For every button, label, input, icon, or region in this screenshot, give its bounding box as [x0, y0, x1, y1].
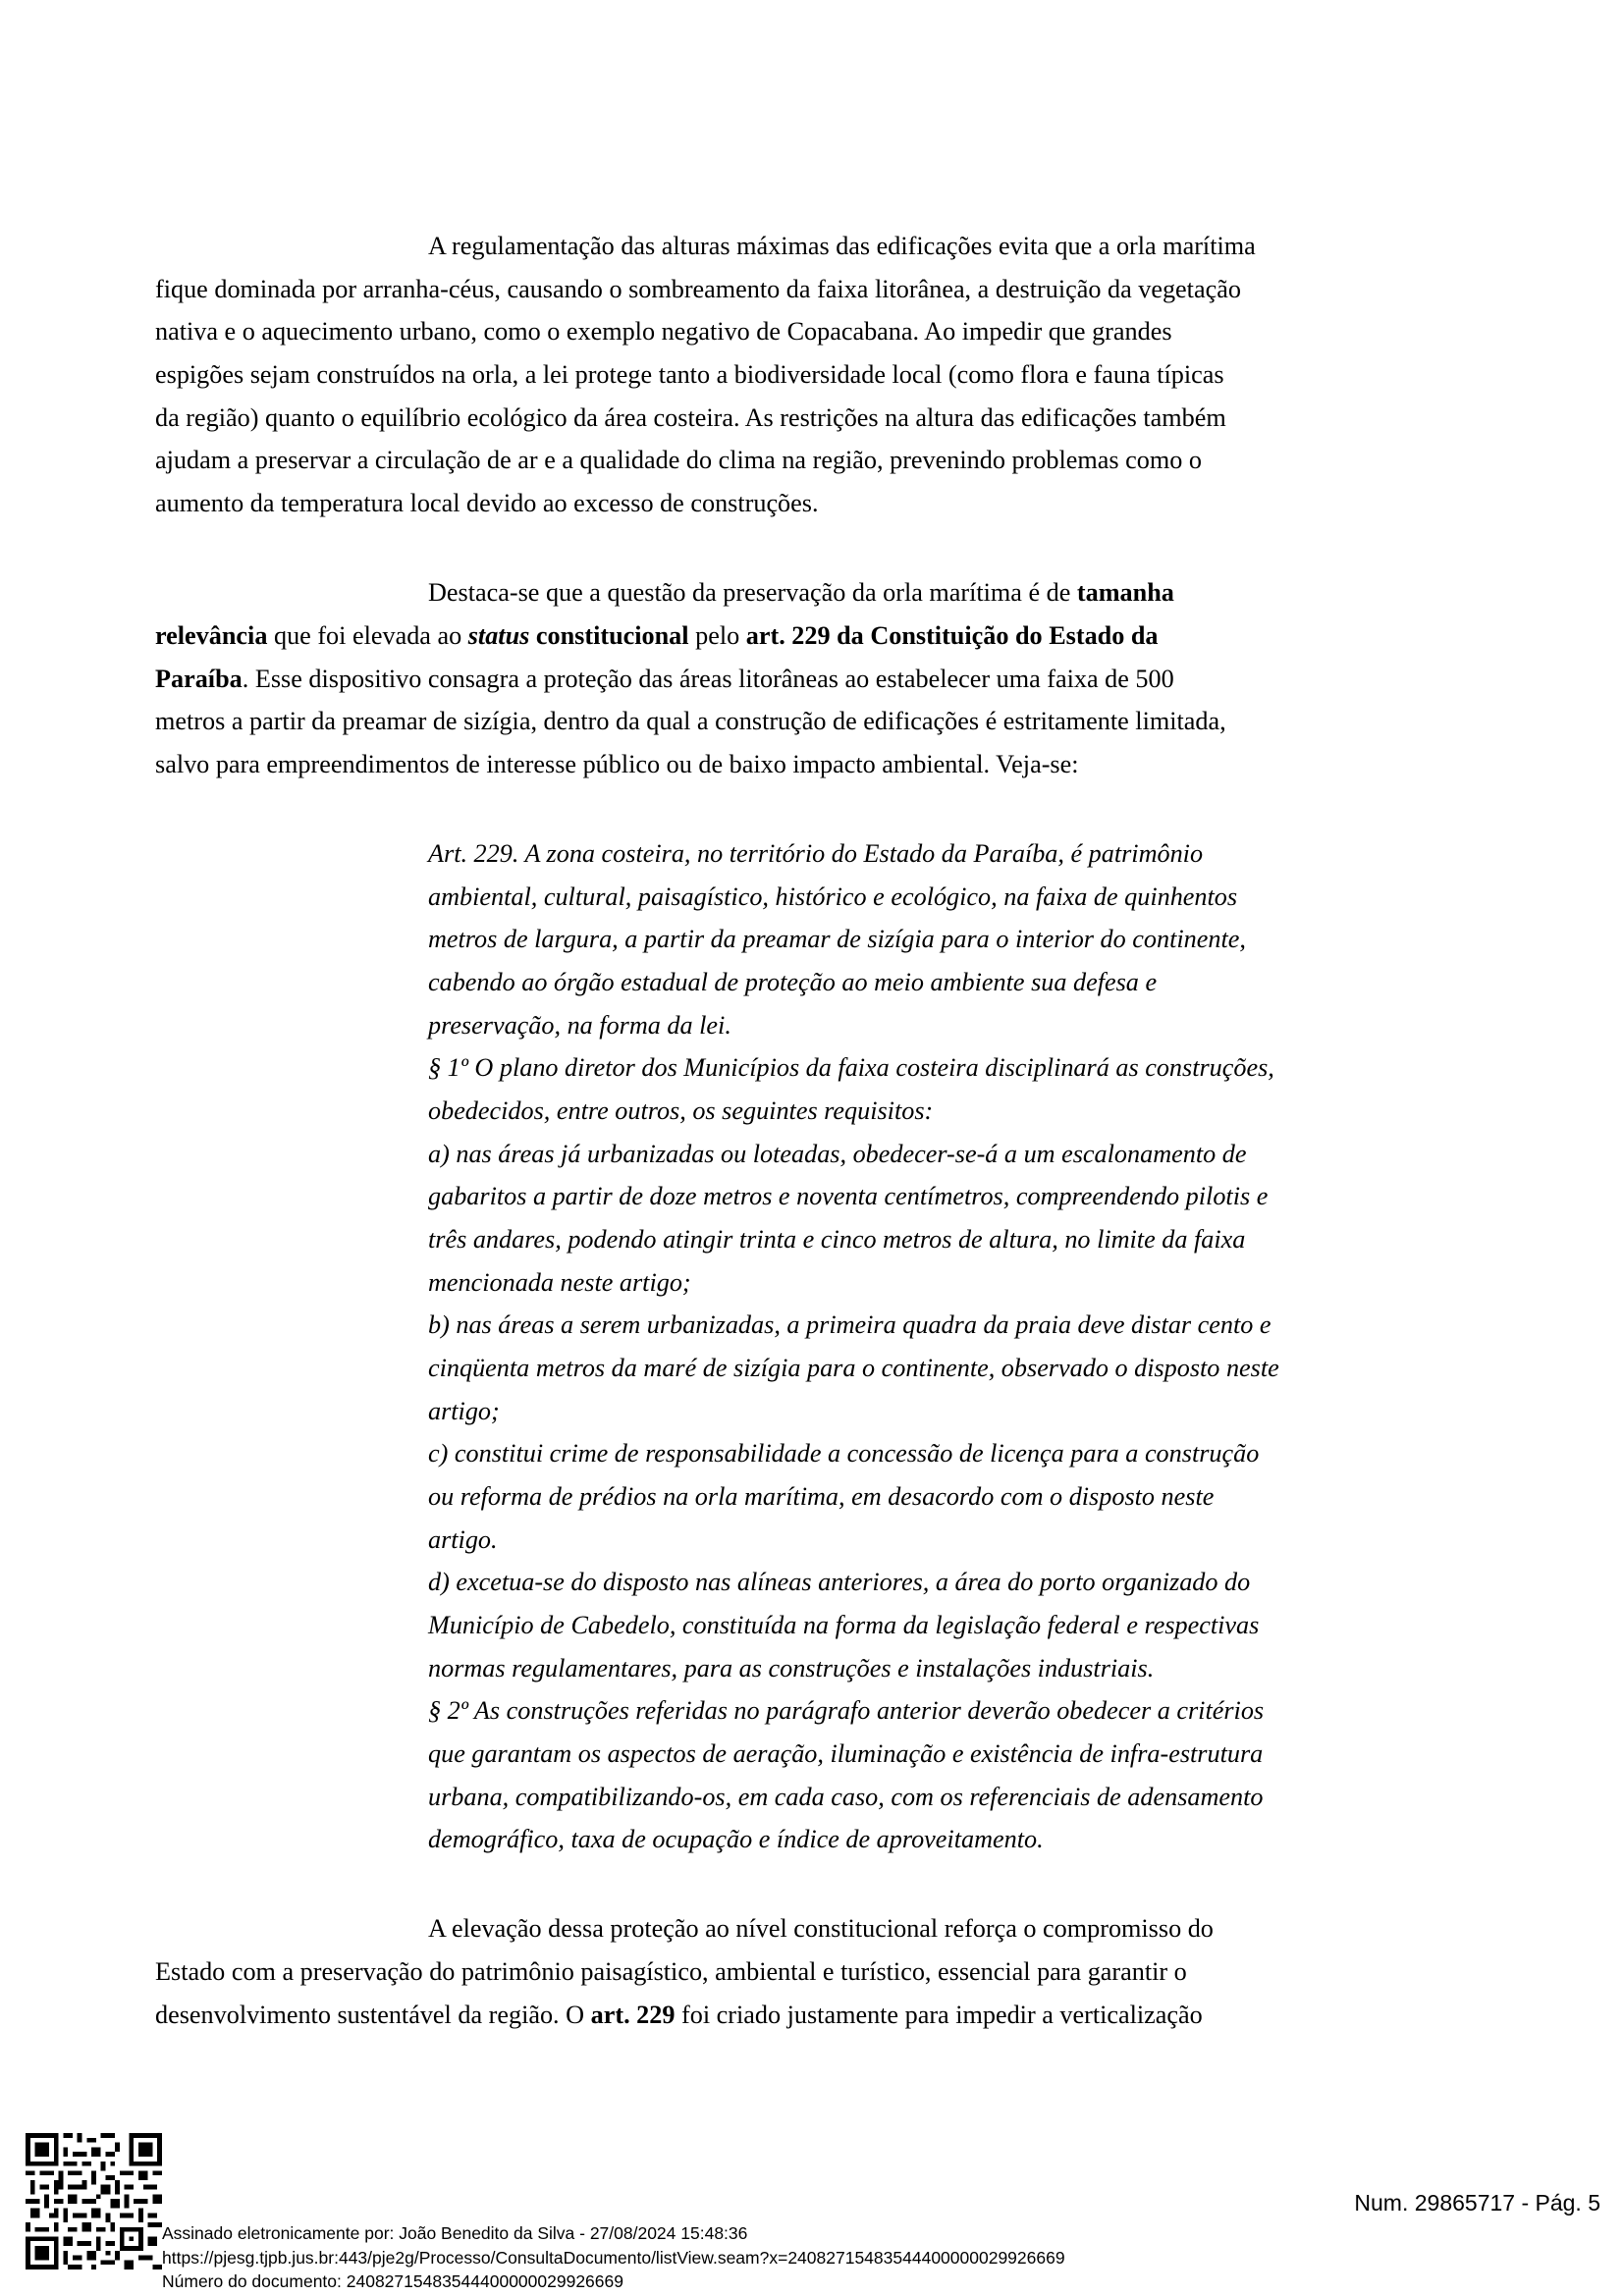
document-number: Número do documento: 24082715483544400000029926669: [162, 2271, 623, 2291]
qr-code-icon: [26, 2133, 162, 2269]
bold-text: constitucional: [535, 621, 689, 650]
paragraph-line: [428, 578, 1174, 608]
text: foi criado justamente para impedir a verticalização: [675, 2001, 1203, 2029]
paragraph-line: fique dominada por arranha-céus, causando o sombreamento da faixa litorânea, a destruição da vegetação: [155, 275, 1241, 303]
paragraph-line: ajudam a preservar a circulação de ar e a qualidade do clima na região, prevenindo problemas como o: [155, 446, 1202, 474]
bold-text: art. 229: [590, 2001, 676, 2029]
bold-text: tamanha: [1076, 578, 1174, 607]
quote-line: § 1º O plano diretor dos Municípios da faixa costeira disciplinará as construções,: [428, 1053, 1274, 1082]
paragraph-line: [155, 665, 1174, 694]
quote-line: b) nas áreas a serem urbanizadas, a primeira quadra da praia deve distar cento e: [428, 1310, 1271, 1339]
quote-line: normas regulamentares, para as construções e instalações industriais.: [428, 1654, 1155, 1682]
quote-line: gabaritos a partir de doze metros e noventa centímetros, compreendendo pilotis e: [428, 1182, 1269, 1210]
paragraph-line: aumento da temperatura local devido ao excesso de construções.: [155, 489, 819, 517]
quote-line: Município de Cabedelo, constituída na forma da legislação federal e respectivas: [428, 1611, 1260, 1639]
paragraph-line: A regulamentação das alturas máximas das edificações evita que a orla marítima: [428, 232, 1256, 260]
paragraph-line: A elevação dessa proteção ao nível constitucional reforça o compromisso do: [428, 1914, 1214, 1943]
quote-line: ou reforma de prédios na orla marítima, em desacordo com o disposto neste: [428, 1482, 1215, 1511]
quote-line: que garantam os aspectos de aeração, iluminação e existência de infra-estrutura: [428, 1739, 1264, 1768]
quote-line: a) nas áreas já urbanizadas ou loteadas, obedecer-se-á a um escalonamento de: [428, 1140, 1247, 1168]
paragraph-line: nativa e o aquecimento urbano, como o exemplo negativo de Copacabana. Ao impedir que grandes: [155, 317, 1172, 346]
signature-info: Assinado eletronicamente por: João Benedito da Silva - 27/08/2024 15:48:36: [162, 2223, 748, 2243]
italic-text: status: [467, 621, 530, 650]
paragraph-line: espigões sejam construídos na orla, a lei protege tanto a biodiversidade local (como flora e fauna típicas: [155, 360, 1224, 389]
text: desenvolvimento sustentável da região. O: [155, 2001, 591, 2029]
paragraph-line: salvo para empreendimentos de interesse público ou de baixo impacto ambiental. Veja-se:: [155, 750, 1079, 778]
quote-line: preservação, na forma da lei.: [428, 1011, 731, 1040]
quote-line: mencionada neste artigo;: [428, 1268, 691, 1297]
quote-line: cabendo ao órgão estadual de proteção ao meio ambiente sua defesa e: [428, 968, 1158, 996]
paragraph-line: da região) quanto o equilíbrio ecológico da área costeira. As restrições na altura das edificações também: [155, 403, 1226, 432]
bold-text: art. 229 da Constituição do Estado da: [745, 621, 1159, 650]
paragraph-line: Estado com a preservação do patrimônio paisagístico, ambiental e turístico, essencial para garantir o: [155, 1957, 1187, 1986]
quote-line: d) excetua-se do disposto nas alíneas anteriores, a área do porto organizado do: [428, 1568, 1251, 1596]
document-url[interactable]: https://pjesg.tjpb.jus.br:443/pje2g/Processo/ConsultaDocumento/listView.seam?x=24082715483544400000029926669: [162, 2248, 1065, 2268]
page-number: Num. 29865717 - Pág. 5: [1354, 2190, 1600, 2216]
text: . Esse dispositivo consagra a proteção das áreas litorâneas ao estabelecer uma faixa de 500: [242, 665, 1174, 693]
bold-text: Paraíba: [155, 665, 243, 693]
paragraph-line: [155, 621, 1159, 651]
quote-line: demográfico, taxa de ocupação e índice de aproveitamento.: [428, 1825, 1044, 1853]
quote-line: artigo;: [428, 1397, 500, 1425]
quote-line: urbana, compatibilizando-os, em cada caso, com os referenciais de adensamento: [428, 1783, 1264, 1811]
quote-line: três andares, podendo atingir trinta e cinco metros de altura, no limite da faixa: [428, 1225, 1246, 1254]
paragraph-line: [155, 2001, 1203, 2030]
quote-line: § 2º As construções referidas no parágrafo anterior deverão obedecer a critérios: [428, 1696, 1265, 1725]
bold-text: relevância: [155, 621, 268, 650]
quote-line: obedecidos, entre outros, os seguintes requisitos:: [428, 1096, 934, 1125]
bold-italic-text: [468, 621, 530, 650]
text: que foi elevada ao: [267, 621, 468, 650]
paragraph-line: metros a partir da preamar de sizígia, dentro da qual a construção de edificações é estritamente limitada,: [155, 707, 1226, 735]
quote-line: ambiental, cultural, paisagístico, histórico e ecológico, na faixa de quinhentos: [428, 882, 1238, 911]
quote-line: cinqüenta metros da maré de sizígia para o continente, observado o disposto neste: [428, 1354, 1279, 1382]
quote-line: artigo.: [428, 1525, 498, 1554]
text: Destaca-se que a questão da preservação da orla marítima é de: [428, 578, 1077, 607]
text: pelo: [688, 621, 746, 650]
quote-line: Art. 229. A zona costeira, no território do Estado da Paraíba, é patrimônio: [428, 839, 1204, 868]
quote-line: metros de largura, a partir da preamar de sizígia para o interior do continente,: [428, 925, 1246, 953]
quote-line: c) constitui crime de responsabilidade a concessão de licença para a construção: [428, 1439, 1260, 1468]
